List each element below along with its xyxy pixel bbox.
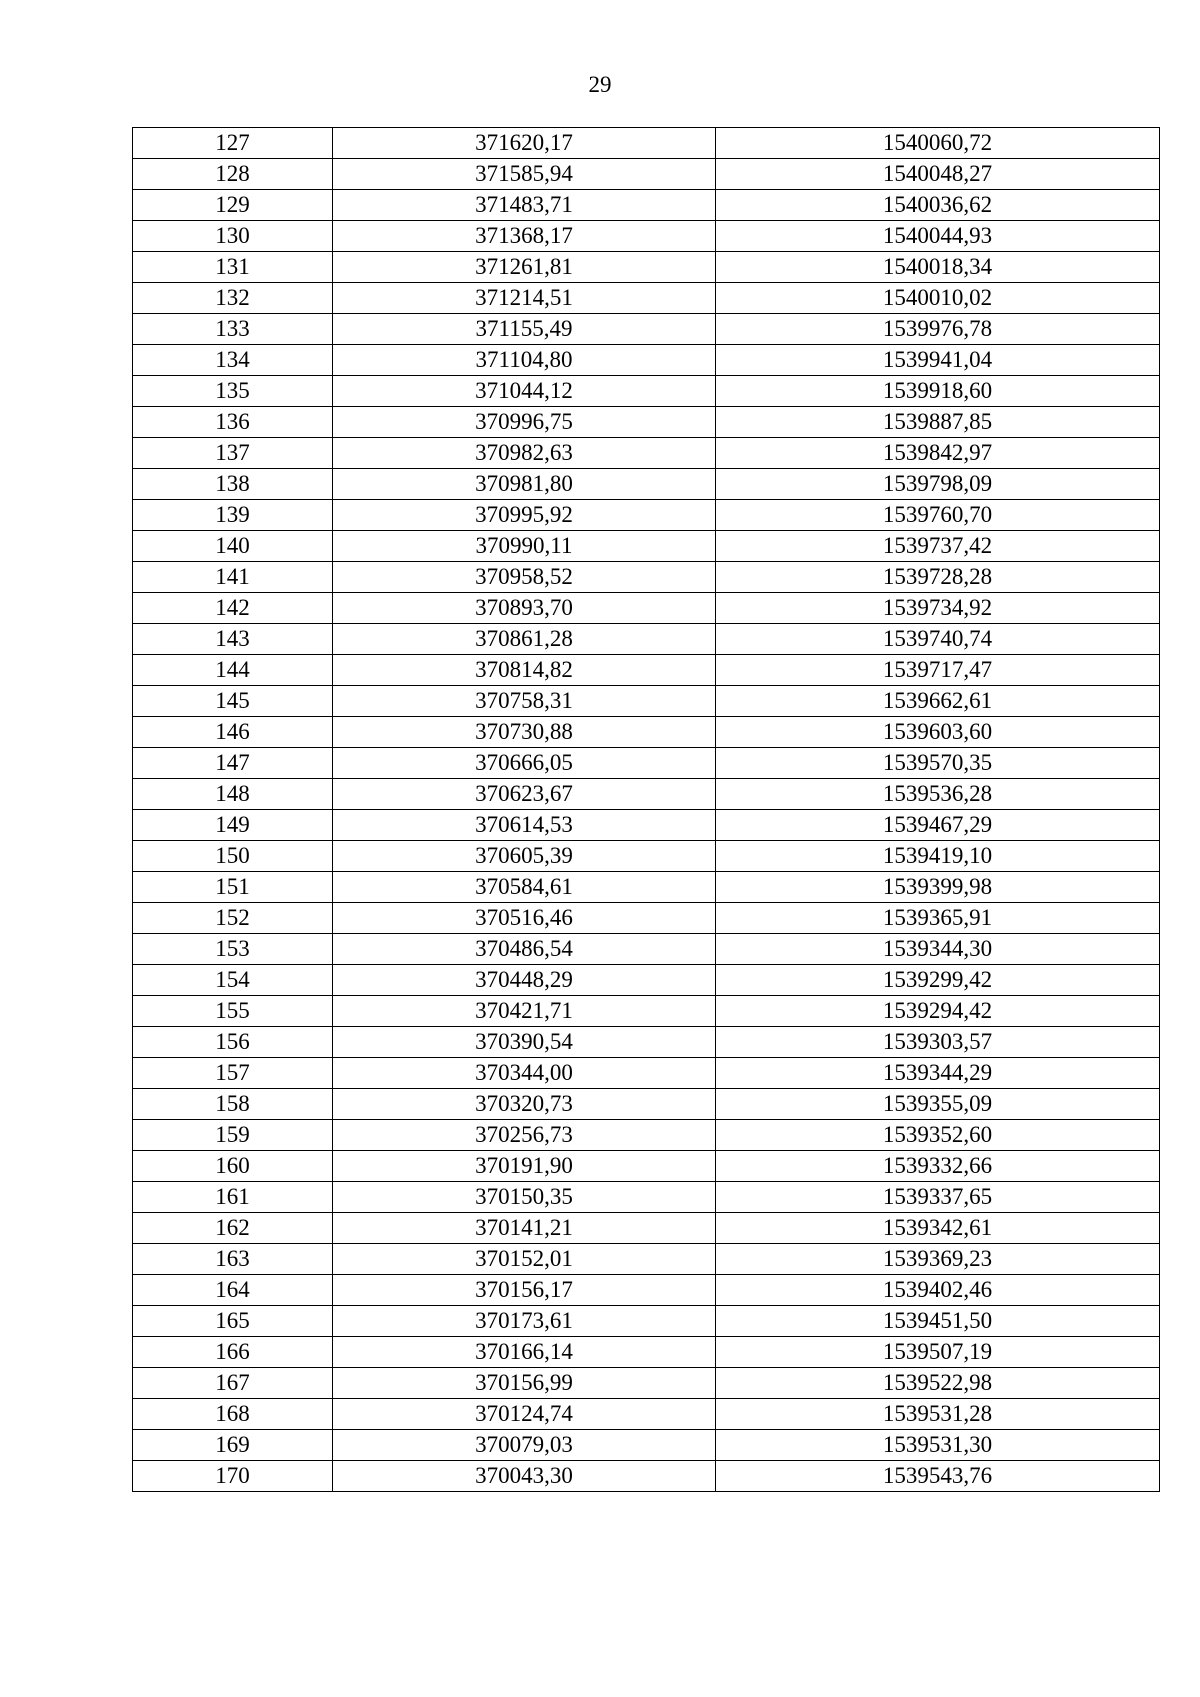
y-coordinate-cell: 1539419,10 xyxy=(716,841,1160,872)
table-row xyxy=(133,965,1160,996)
point-number-cell: 134 xyxy=(133,345,333,376)
x-coordinate-cell: 370893,70 xyxy=(333,593,716,624)
y-coordinate-cell: 1539344,29 xyxy=(716,1058,1160,1089)
point-number-cell: 170 xyxy=(133,1461,333,1492)
x-coordinate-cell: 370614,53 xyxy=(333,810,716,841)
point-number-cell: 144 xyxy=(133,655,333,686)
y-coordinate-cell: 1539740,74 xyxy=(716,624,1160,655)
y-coordinate-cell: 1539399,98 xyxy=(716,872,1160,903)
x-coordinate-cell: 370730,88 xyxy=(333,717,716,748)
x-coordinate-cell: 370124,74 xyxy=(333,1399,716,1430)
x-coordinate-cell: 370173,61 xyxy=(333,1306,716,1337)
table-row xyxy=(133,655,1160,686)
table-row xyxy=(133,717,1160,748)
table-row xyxy=(133,748,1160,779)
table-row xyxy=(133,1058,1160,1089)
coordinates-table-body xyxy=(133,128,1160,1492)
point-number-cell: 168 xyxy=(133,1399,333,1430)
y-coordinate-cell: 1539543,76 xyxy=(716,1461,1160,1492)
point-number-cell: 160 xyxy=(133,1151,333,1182)
point-number-cell: 161 xyxy=(133,1182,333,1213)
point-number-cell: 131 xyxy=(133,252,333,283)
x-coordinate-cell: 370605,39 xyxy=(333,841,716,872)
x-coordinate-cell: 370666,05 xyxy=(333,748,716,779)
table-row xyxy=(133,438,1160,469)
table-row xyxy=(133,872,1160,903)
table-row xyxy=(133,314,1160,345)
y-coordinate-cell: 1539337,65 xyxy=(716,1182,1160,1213)
x-coordinate-cell: 370390,54 xyxy=(333,1027,716,1058)
point-number-cell: 137 xyxy=(133,438,333,469)
y-coordinate-cell: 1539798,09 xyxy=(716,469,1160,500)
x-coordinate-cell: 370516,46 xyxy=(333,903,716,934)
point-number-cell: 141 xyxy=(133,562,333,593)
table-row xyxy=(133,934,1160,965)
point-number-cell: 154 xyxy=(133,965,333,996)
x-coordinate-cell: 370448,29 xyxy=(333,965,716,996)
point-number-cell: 148 xyxy=(133,779,333,810)
x-coordinate-cell: 370344,00 xyxy=(333,1058,716,1089)
table-row xyxy=(133,1430,1160,1461)
y-coordinate-cell: 1539887,85 xyxy=(716,407,1160,438)
y-coordinate-cell: 1540048,27 xyxy=(716,159,1160,190)
table-row xyxy=(133,562,1160,593)
y-coordinate-cell: 1539941,04 xyxy=(716,345,1160,376)
point-number-cell: 146 xyxy=(133,717,333,748)
x-coordinate-cell: 370584,61 xyxy=(333,872,716,903)
point-number-cell: 153 xyxy=(133,934,333,965)
table-row xyxy=(133,1151,1160,1182)
y-coordinate-cell: 1539467,29 xyxy=(716,810,1160,841)
point-number-cell: 157 xyxy=(133,1058,333,1089)
y-coordinate-cell: 1539344,30 xyxy=(716,934,1160,965)
point-number-cell: 155 xyxy=(133,996,333,1027)
point-number-cell: 151 xyxy=(133,872,333,903)
table-row xyxy=(133,1461,1160,1492)
y-coordinate-cell: 1539451,50 xyxy=(716,1306,1160,1337)
x-coordinate-cell: 371483,71 xyxy=(333,190,716,221)
table-row xyxy=(133,376,1160,407)
x-coordinate-cell: 370141,21 xyxy=(333,1213,716,1244)
table-row xyxy=(133,1244,1160,1275)
y-coordinate-cell: 1539507,19 xyxy=(716,1337,1160,1368)
table-row xyxy=(133,996,1160,1027)
table-row xyxy=(133,1275,1160,1306)
y-coordinate-cell: 1540060,72 xyxy=(716,128,1160,159)
point-number-cell: 164 xyxy=(133,1275,333,1306)
x-coordinate-cell: 371044,12 xyxy=(333,376,716,407)
point-number-cell: 159 xyxy=(133,1120,333,1151)
point-number-cell: 150 xyxy=(133,841,333,872)
x-coordinate-cell: 371261,81 xyxy=(333,252,716,283)
point-number-cell: 152 xyxy=(133,903,333,934)
x-coordinate-cell: 370320,73 xyxy=(333,1089,716,1120)
point-number-cell: 163 xyxy=(133,1244,333,1275)
table-row xyxy=(133,686,1160,717)
x-coordinate-cell: 371620,17 xyxy=(333,128,716,159)
y-coordinate-cell: 1539662,61 xyxy=(716,686,1160,717)
y-coordinate-cell: 1539842,97 xyxy=(716,438,1160,469)
point-number-cell: 128 xyxy=(133,159,333,190)
point-number-cell: 145 xyxy=(133,686,333,717)
coordinates-table xyxy=(132,127,1160,1492)
table-row xyxy=(133,190,1160,221)
x-coordinate-cell: 370995,92 xyxy=(333,500,716,531)
point-number-cell: 166 xyxy=(133,1337,333,1368)
x-coordinate-cell: 370814,82 xyxy=(333,655,716,686)
table-row xyxy=(133,1089,1160,1120)
x-coordinate-cell: 371368,17 xyxy=(333,221,716,252)
table-row xyxy=(133,128,1160,159)
y-coordinate-cell: 1539299,42 xyxy=(716,965,1160,996)
y-coordinate-cell: 1539734,92 xyxy=(716,593,1160,624)
x-coordinate-cell: 370623,67 xyxy=(333,779,716,810)
y-coordinate-cell: 1539531,28 xyxy=(716,1399,1160,1430)
point-number-cell: 167 xyxy=(133,1368,333,1399)
point-number-cell: 142 xyxy=(133,593,333,624)
x-coordinate-cell: 370191,90 xyxy=(333,1151,716,1182)
x-coordinate-cell: 371214,51 xyxy=(333,283,716,314)
y-coordinate-cell: 1539352,60 xyxy=(716,1120,1160,1151)
point-number-cell: 158 xyxy=(133,1089,333,1120)
table-row xyxy=(133,1306,1160,1337)
table-row xyxy=(133,221,1160,252)
y-coordinate-cell: 1539570,35 xyxy=(716,748,1160,779)
point-number-cell: 127 xyxy=(133,128,333,159)
point-number-cell: 132 xyxy=(133,283,333,314)
x-coordinate-cell: 370982,63 xyxy=(333,438,716,469)
table-row xyxy=(133,500,1160,531)
point-number-cell: 140 xyxy=(133,531,333,562)
x-coordinate-cell: 370421,71 xyxy=(333,996,716,1027)
point-number-cell: 138 xyxy=(133,469,333,500)
y-coordinate-cell: 1539369,23 xyxy=(716,1244,1160,1275)
x-coordinate-cell: 370990,11 xyxy=(333,531,716,562)
y-coordinate-cell: 1539760,70 xyxy=(716,500,1160,531)
x-coordinate-cell: 370079,03 xyxy=(333,1430,716,1461)
point-number-cell: 130 xyxy=(133,221,333,252)
y-coordinate-cell: 1539536,28 xyxy=(716,779,1160,810)
y-coordinate-cell: 1540036,62 xyxy=(716,190,1160,221)
x-coordinate-cell: 370958,52 xyxy=(333,562,716,593)
point-number-cell: 149 xyxy=(133,810,333,841)
table-row xyxy=(133,345,1160,376)
y-coordinate-cell: 1539522,98 xyxy=(716,1368,1160,1399)
table-row xyxy=(133,624,1160,655)
y-coordinate-cell: 1539342,61 xyxy=(716,1213,1160,1244)
x-coordinate-cell: 371585,94 xyxy=(333,159,716,190)
table-row xyxy=(133,531,1160,562)
y-coordinate-cell: 1539303,57 xyxy=(716,1027,1160,1058)
table-row xyxy=(133,1182,1160,1213)
table-row xyxy=(133,1027,1160,1058)
table-row xyxy=(133,1120,1160,1151)
table-row xyxy=(133,779,1160,810)
y-coordinate-cell: 1539976,78 xyxy=(716,314,1160,345)
table-row xyxy=(133,810,1160,841)
table-row xyxy=(133,283,1160,314)
table-row xyxy=(133,252,1160,283)
point-number-cell: 162 xyxy=(133,1213,333,1244)
y-coordinate-cell: 1539332,66 xyxy=(716,1151,1160,1182)
y-coordinate-cell: 1539294,42 xyxy=(716,996,1160,1027)
x-coordinate-cell: 371155,49 xyxy=(333,314,716,345)
y-coordinate-cell: 1539402,46 xyxy=(716,1275,1160,1306)
y-coordinate-cell: 1540010,02 xyxy=(716,283,1160,314)
table-row xyxy=(133,1213,1160,1244)
point-number-cell: 129 xyxy=(133,190,333,221)
x-coordinate-cell: 370861,28 xyxy=(333,624,716,655)
y-coordinate-cell: 1539603,60 xyxy=(716,717,1160,748)
point-number-cell: 136 xyxy=(133,407,333,438)
y-coordinate-cell: 1539737,42 xyxy=(716,531,1160,562)
table-row xyxy=(133,903,1160,934)
x-coordinate-cell: 370152,01 xyxy=(333,1244,716,1275)
point-number-cell: 165 xyxy=(133,1306,333,1337)
point-number-cell: 147 xyxy=(133,748,333,779)
y-coordinate-cell: 1539728,28 xyxy=(716,562,1160,593)
table-row xyxy=(133,159,1160,190)
table-row xyxy=(133,841,1160,872)
point-number-cell: 139 xyxy=(133,500,333,531)
point-number-cell: 143 xyxy=(133,624,333,655)
y-coordinate-cell: 1540044,93 xyxy=(716,221,1160,252)
y-coordinate-cell: 1539365,91 xyxy=(716,903,1160,934)
y-coordinate-cell: 1539531,30 xyxy=(716,1430,1160,1461)
table-row xyxy=(133,593,1160,624)
table-row xyxy=(133,1368,1160,1399)
point-number-cell: 156 xyxy=(133,1027,333,1058)
x-coordinate-cell: 370156,99 xyxy=(333,1368,716,1399)
x-coordinate-cell: 370758,31 xyxy=(333,686,716,717)
table-row xyxy=(133,469,1160,500)
x-coordinate-cell: 370043,30 xyxy=(333,1461,716,1492)
x-coordinate-cell: 370156,17 xyxy=(333,1275,716,1306)
point-number-cell: 135 xyxy=(133,376,333,407)
table-row xyxy=(133,407,1160,438)
y-coordinate-cell: 1540018,34 xyxy=(716,252,1160,283)
table-row xyxy=(133,1399,1160,1430)
x-coordinate-cell: 370150,35 xyxy=(333,1182,716,1213)
table-row xyxy=(133,1337,1160,1368)
point-number-cell: 169 xyxy=(133,1430,333,1461)
x-coordinate-cell: 371104,80 xyxy=(333,345,716,376)
x-coordinate-cell: 370166,14 xyxy=(333,1337,716,1368)
x-coordinate-cell: 370486,54 xyxy=(333,934,716,965)
x-coordinate-cell: 370996,75 xyxy=(333,407,716,438)
y-coordinate-cell: 1539918,60 xyxy=(716,376,1160,407)
page-number: 29 xyxy=(588,72,612,97)
x-coordinate-cell: 370256,73 xyxy=(333,1120,716,1151)
y-coordinate-cell: 1539717,47 xyxy=(716,655,1160,686)
y-coordinate-cell: 1539355,09 xyxy=(716,1089,1160,1120)
x-coordinate-cell: 370981,80 xyxy=(333,469,716,500)
point-number-cell: 133 xyxy=(133,314,333,345)
